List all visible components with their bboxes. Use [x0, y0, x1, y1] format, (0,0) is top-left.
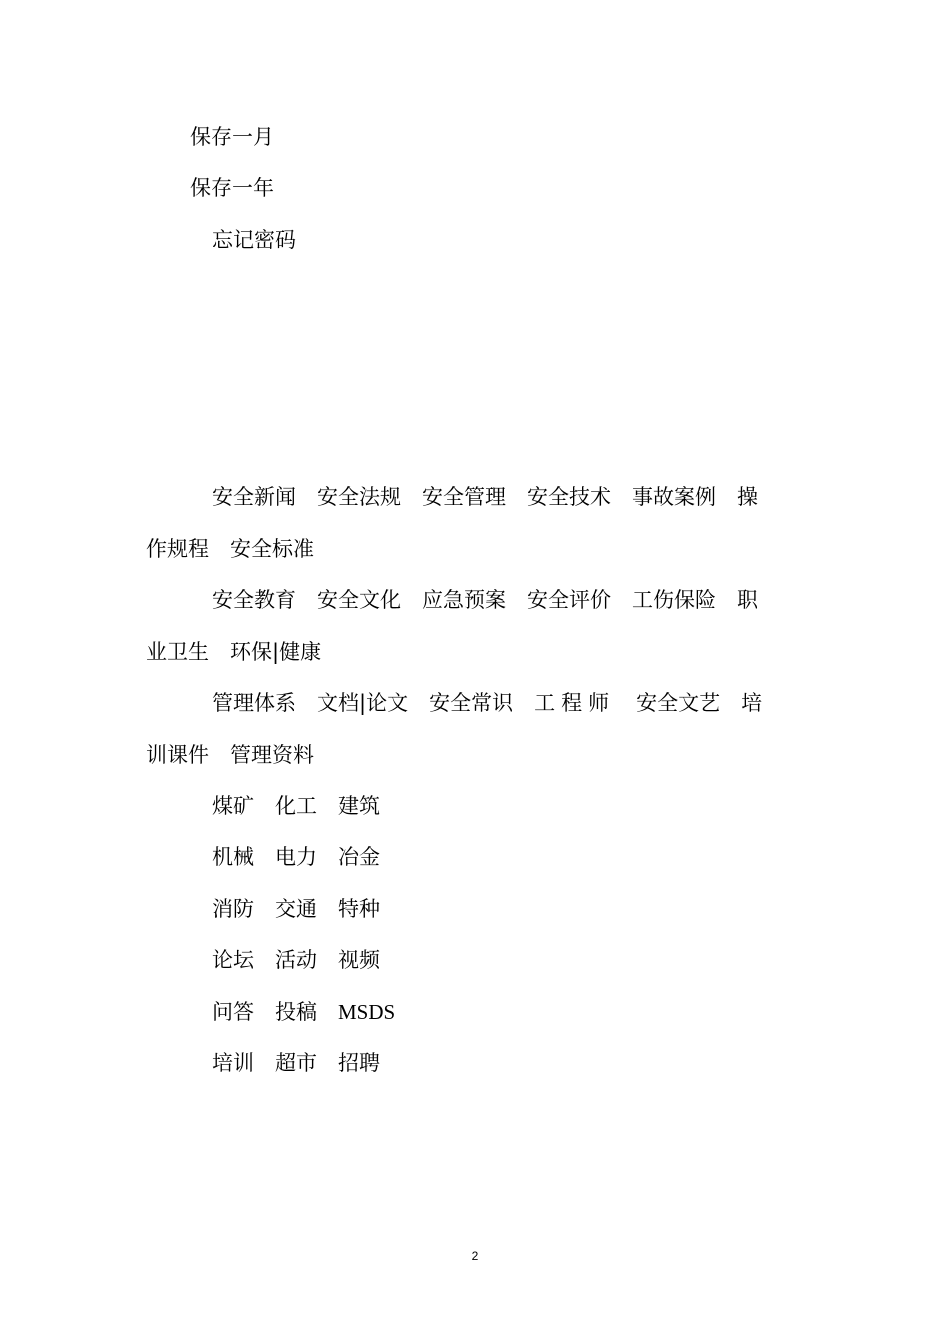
- category-link-engineer[interactable]: 工程师: [534, 691, 616, 715]
- category-link-occupational-health-start[interactable]: 职: [737, 588, 758, 612]
- category-link-news[interactable]: 安全新闻: [212, 485, 296, 509]
- category-link-documents-papers[interactable]: 文档|论文: [317, 691, 409, 715]
- category-link-emergency-plans[interactable]: 应急预案: [422, 588, 506, 612]
- category-row-3: [212, 689, 762, 717]
- category-link-training-courseware-start[interactable]: 培: [741, 691, 763, 715]
- community-row-1: [212, 946, 380, 974]
- category-row-1: [212, 483, 758, 511]
- community-link-videos[interactable]: 视频: [338, 948, 380, 972]
- industry-link-electric-power[interactable]: 电力: [275, 845, 317, 869]
- remember-year-link[interactable]: 保存一年: [190, 176, 274, 200]
- forgot-password-link[interactable]: 忘记密码: [212, 228, 296, 252]
- category-link-management-system[interactable]: 管理体系: [212, 691, 296, 715]
- category-row-2-cont: [146, 638, 321, 666]
- industry-link-metallurgy[interactable]: 冶金: [338, 845, 380, 869]
- category-link-management[interactable]: 安全管理: [422, 485, 506, 509]
- category-link-technology[interactable]: 安全技术: [527, 485, 611, 509]
- category-link-regulations[interactable]: 安全法规: [317, 485, 401, 509]
- industry-link-machinery[interactable]: 机械: [212, 845, 254, 869]
- industry-link-chemical[interactable]: 化工: [275, 794, 317, 818]
- industry-row-1: [212, 792, 380, 820]
- category-row-3-cont: [146, 741, 314, 769]
- category-link-common-knowledge[interactable]: 安全常识: [429, 691, 514, 715]
- community-row-3: [212, 1049, 380, 1077]
- industry-link-special-equipment[interactable]: 特种: [338, 897, 380, 921]
- category-link-culture[interactable]: 安全文化: [317, 588, 401, 612]
- category-row-1-cont: [146, 535, 314, 563]
- category-link-standards[interactable]: 安全标准: [230, 537, 314, 561]
- category-link-injury-insurance[interactable]: 工伤保险: [632, 588, 716, 612]
- category-link-environment-health[interactable]: 环保|健康: [230, 640, 322, 664]
- page-number: 2: [471, 1249, 479, 1263]
- category-link-accident-cases[interactable]: 事故案例: [632, 485, 716, 509]
- industry-row-3: [212, 895, 380, 923]
- category-link-procedures-start[interactable]: 操: [737, 485, 758, 509]
- category-link-education[interactable]: 安全教育: [212, 588, 296, 612]
- industry-link-coal-mine[interactable]: 煤矿: [212, 794, 254, 818]
- category-link-safety-arts[interactable]: 安全文艺: [636, 691, 721, 715]
- community-link-market[interactable]: 超市: [275, 1051, 317, 1075]
- category-row-2: [212, 586, 758, 614]
- community-link-recruitment[interactable]: 招聘: [338, 1051, 380, 1075]
- category-link-assessment[interactable]: 安全评价: [527, 588, 611, 612]
- industry-link-transportation[interactable]: 交通: [275, 897, 317, 921]
- category-link-training-courseware-end[interactable]: 训课件: [146, 743, 209, 767]
- community-link-submit[interactable]: 投稿: [275, 1000, 317, 1024]
- category-link-procedures-end[interactable]: 作规程: [146, 537, 209, 561]
- category-link-occupational-health-end[interactable]: 业卫生: [146, 640, 209, 664]
- community-link-msds[interactable]: MSDS: [338, 1000, 396, 1024]
- community-link-qa[interactable]: 问答: [212, 1000, 254, 1024]
- community-link-activities[interactable]: 活动: [275, 948, 317, 972]
- industry-link-construction[interactable]: 建筑: [338, 794, 380, 818]
- industry-link-fire-protection[interactable]: 消防: [212, 897, 254, 921]
- community-row-2: [212, 998, 395, 1026]
- category-link-management-materials[interactable]: 管理资料: [230, 743, 314, 767]
- industry-row-2: [212, 843, 380, 871]
- community-link-forum[interactable]: 论坛: [212, 948, 254, 972]
- community-link-training[interactable]: 培训: [212, 1051, 254, 1075]
- remember-month-link[interactable]: 保存一月: [190, 125, 274, 149]
